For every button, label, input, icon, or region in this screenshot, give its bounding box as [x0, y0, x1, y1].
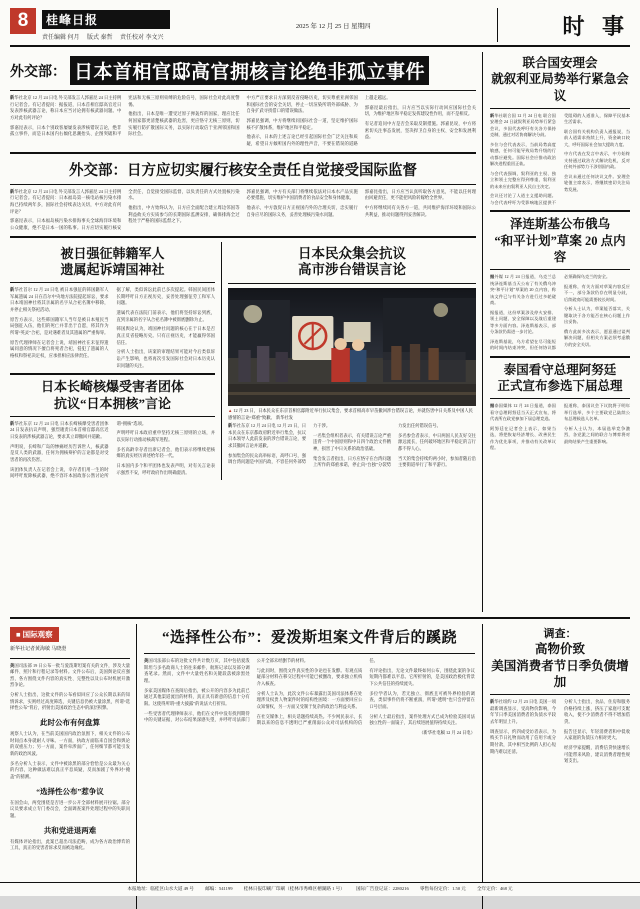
subheading: 此时公布有何盘算 — [40, 718, 100, 728]
subheading: “选择性公布”惹争议 — [36, 786, 104, 796]
paragraph: 他表示，日本的上述言论已经引起国际社会广泛关注和质疑，希望日方倾听国内外的理性声音，不要在错误的道路上越走越远。 — [246, 95, 391, 146]
masthead-date-wrap — [170, 8, 497, 42]
byline: 新华社记者黄海敏 马晓澄 — [10, 647, 67, 652]
paragraph: 报道称，泰国议会下议院将于明年举行选举，多个主要政党已陆续公布总理候选人名单。 — [564, 403, 630, 421]
paragraph: 新华社北京 12 月 24 日电 外交部发言人郭嘉昆 24 日主持例行记者会。有记者提问：据报道，日本首相官邸高官近日发表涉核武器言论，称日本应当讨论拥有核武器问题。中方对此有何评论？ — [10, 95, 122, 120]
paragraph: 有评论指出，无论文件最终如何公布，围绕此案的争议短期内都难以平息。它所折射的，是美国政治极化背景下公共信任的持续流失。 — [369, 667, 475, 686]
section-tag-international-observation: ■ 国际观察 — [10, 627, 59, 642]
paragraph: 新华社纽约 12 月 23 日电 美国一项最新调查显示，受高物价影响，今年节日季美国消费者的负债水平较去年明显上升。 — [490, 699, 556, 725]
story4-headline-line1: 日本长崎核爆受害者团体 — [41, 379, 185, 395]
paragraph: 新华社首尔 12 月 24 日电 被日本强征的韩国籍军人军属遗属 24 日在首尔中央地方法院提起诉讼，要求日本靖国神社将其亲属的名字从合祀名簿中移除，并停止相关祭祀活动。 — [10, 287, 109, 312]
paragraph: 报告还显示，年轻消费者和中低收入家庭的负债压力相对更大。 — [564, 728, 630, 741]
story5-headline-line2: 高市涉台错误言论 — [298, 262, 407, 278]
story4-headline — [10, 379, 215, 412]
story3-headline-line2: 遗属起诉靖国神社 — [60, 261, 165, 277]
story3-headline — [10, 246, 215, 279]
bottom-section — [10, 617, 630, 909]
paragraph: 集会发言者指出，日方应恪守在台湾问题上所作的郑重承诺，停止向“台独”分裂势力发出任何错误信号。 — [313, 423, 441, 468]
paragraph: 一名集会组织者表示，有关错误言论严重违背一个中国原则和中日四个政治文件精神，损害了中日关系的政治基础。 — [313, 432, 391, 452]
paragraph: 原告代理律师在记者会上说，靖国神社在未征得遗属同意的情况下擅自将死者合祀，侵犯了遗属的人格权和祭祀决定权，应承担相应法律责任。 — [10, 339, 109, 358]
lower-main-blocks — [10, 242, 476, 480]
footer-retail-price: 零售每份定价：1.50 元 — [419, 886, 466, 891]
divider — [10, 373, 215, 375]
paragraph: 在社交媒体上，相关话题持续高热。不少网民表示，长期以来的信息不透明已严重削弱公众对司法机构的信任。 — [256, 658, 378, 726]
paragraph: 与此同时，围绕文件真实性的争论也在发酵。有观点质疑部分材料在移交过程中可能已被删改，要求独立机构介入核查。 — [256, 667, 363, 686]
divider — [490, 210, 630, 212]
right-story2-headline — [490, 216, 630, 265]
paragraph: 中方将继续同有关各方一道，共同维护海洋环境和国际公共利益，推动问题得到妥善解决。 — [364, 204, 476, 217]
paragraph: 新华社东京 12 月 24 日电 12 月 23 日，日本民众在东京都政府附近举行集会，抗议日本领导人此前发表的涉台错误言论，要求其撤回言论并道歉。 — [228, 423, 307, 449]
paragraph: 据报道，这份草案涉及停火安排、领土问题、安全保障以及战后重建等多方面内容。泽连斯基表示，部分条款仍需进一步讨论。 — [490, 309, 556, 334]
protest-photo — [228, 288, 476, 406]
paragraph: 会议未通过任何决议文件。安理会轮值主席表示，将继续密切关注局势发展。 — [564, 173, 630, 192]
footer-address: 本报地址：临桂区山水大道 49 号 — [127, 886, 194, 891]
section-title: 时 事 — [562, 13, 630, 39]
divider — [10, 152, 476, 154]
paragraph: 参加集会的民众高举标语，高呼口号，强调台湾问题是中国内政，不容任何外部势力干涉。 — [228, 423, 331, 465]
paragraph: 他表示，中方敦促日方正视国内外的合理关切，忠实履行自身应尽的国际义务，妥善处理核污染水问题。 — [246, 204, 358, 217]
paragraph: 美国司法部 19 日公布一批与爱泼斯坦案有关的文件，涉及大量邮件、照片和行程记录等材料。文件公布后，美国舆论反应强烈，各方围绕文件内容的真实性、完整性以及公布时机展开激烈争论。 — [10, 662, 131, 688]
credit-layout: 版式 秦哲 — [87, 34, 113, 41]
masthead-credits — [42, 32, 170, 41]
paragraph: 观察人士认为，在当前美国国内政治氛围下，相关文件的公布时间点本身就耐人寻味。一方面，执政方面临来自国会和舆论的双重压力；另一方面，案件牵涉面广，任何细节都可能引发新的政治风波。 — [10, 731, 130, 757]
paragraph: 有记者追问中方是否会采取反制措施。郭嘉昆说，中方将密切关注事态发展，坚决捍卫自身的主权、安全和发展利益。 — [364, 120, 476, 140]
paragraph: 遗属代表在法院门前表示，他们将坚持诉讼到底，直到亲属的名字从合祀名簿中被彻底删除为止。 — [116, 310, 216, 322]
paragraph: 该团体负责人在记者会上说，幸存者们用一生的时间呼吁废除核武器，绝不容许本国政客公然讨论所谓“拥核”选项。 — [10, 420, 147, 479]
story5-headline-line1: 日本民众集会抗议 — [298, 245, 407, 261]
paragraph: 在国会山，两党围绕是否进一步公开全部材料展开拉锯。部分议员要求成立专门委员会，全面调查案件处理过程中的失职问题。 — [10, 799, 130, 818]
right-story1-headline-line2: 就叙利亚局势举行紧急会议 — [491, 72, 629, 103]
paragraph: 美国司法部公布的这批文件共计数万页，其中包括爱泼斯坦与多名政商人士的往来邮件、航班记录以及部分调查笔录。然而，文件中大量姓名和关键段落被涂黑处理。 — [144, 658, 250, 683]
divider — [10, 90, 476, 91]
paragraph: 郭嘉昆强调，中方将继续同国际社会一道，坚定维护国际核不扩散体系，维护地区和平稳定。 — [246, 117, 358, 130]
credit-proofreader: 责任校对 李文兴 — [120, 34, 164, 41]
paragraph: 多名分析人士表示，文件中被涂黑的部分恰恰是公众最为关心的内容，这种做法难以真正平息质疑，反而加剧了外界对“掩盖”的猜测。 — [10, 760, 130, 780]
page-footer — [0, 882, 640, 896]
divider — [490, 108, 630, 109]
caption-marker: ▲ — [228, 408, 233, 414]
paragraph: 分析人士指出，食品、住房和服务价格持续上涨，挤压了家庭可支配收入，使不少消费者不得不增加借贷。 — [564, 699, 630, 725]
bottom-left-column — [10, 624, 137, 909]
paragraph: 原告方表示，这些韩国籍军人当年是被日本殖民当局强征入伍，他们的死亡并非出于自愿，将其作为所谓“英灵”合祀，是对遇难者及其遗属的严重侮辱。 — [10, 316, 109, 335]
paragraph: 分析人士最后指出，案件处理方式已成为检验美国司法独立性的一面镜子，其后续进展值得持续关注。 — [369, 713, 475, 726]
paragraph: 声明呼吁日本政府重申坚持无核三原则的立场，并以实际行动推动核裁军进程。 — [116, 430, 216, 443]
story5-headline — [228, 246, 476, 280]
story4-body — [10, 421, 215, 480]
issue-date: 2025 年 12 月 25 日 星期四 — [295, 22, 371, 30]
page-number: 8 — [10, 8, 36, 34]
divider — [10, 416, 215, 417]
newspaper-logo: 桂峰日报 — [42, 10, 170, 29]
photo-source: 新华社发 — [275, 414, 294, 420]
paragraph: 新华社东京 12 月 24 日电 日本长崎核爆受害者团体 24 日发表抗议声明，强烈谴责日本首相官邸高官近日发表的涉核武器言论，要求其立即撤回并道歉。 — [10, 420, 109, 440]
right-column — [482, 52, 630, 612]
divider — [490, 398, 630, 399]
protest-photo-illustration — [228, 288, 476, 406]
paragraph: 中方代表在发言中表示，中方始终支持通过政治方式解决危机，反对任何外部势力干涉别国内政。 — [564, 151, 630, 170]
paragraph: 中方严正要求日方深刻反省侵略历史，切实尊重亚洲邻国和国际社会的安全关切，停止一切渲染所谓外部威胁、为自身扩武寻找借口的错误做法。 — [246, 95, 358, 114]
story3-headline-line1: 被日强征韩籍军人 — [60, 245, 165, 261]
main-column — [10, 52, 482, 612]
right-story4-body — [490, 699, 630, 765]
paragraph: 分析人士认为，此次文件公布暴露出美国司法体系在处理涉及权贵人物案件时的结构性困境：一方面要回应公众知情权，另一方面又受制于复杂的政治与利益关系。 — [256, 690, 363, 709]
paragraph: 新华社北京 12 月 24 日电 外交部发言人郭嘉昆 24 日主持例行记者会。有记者提问：日本福岛第一核电站核污染水排海已持续两年多，国际社会持续表达关切，中方对此有何评论？ — [10, 188, 122, 214]
lead-headline: 日本首相官邸高官拥核言论绝非孤立事件 — [70, 56, 429, 85]
paragraph: 多名参会者表示，中日两国人民友好交往源远流长，任何破坏地区和平稳定的言行都不得人心。 — [398, 432, 476, 452]
paragraph: 据外媒 12 月 24 日报道，乌克兰总统泽连斯基当天公布了有关俄乌冲突“和平计划”草案的 20 点内容，称该文件已与有关各方进行过多轮磋商。 — [490, 274, 556, 305]
divider — [490, 269, 630, 270]
story5-body — [228, 423, 476, 469]
divider — [10, 658, 130, 659]
paragraph: 泽连斯基说，乌方希望在尽可能短的时间内结束冲突，但任何协议都必须确保乌克兰的安全。 — [490, 274, 611, 350]
paragraph: 当天的集会持续约两小时，参加者随后沿主要街道举行了和平游行。 — [398, 455, 476, 468]
footer-printer: 桂林日报印刷厂印刷（桂林市秀峰区榕湖路 1 号） — [243, 886, 345, 891]
photo-caption — [228, 408, 476, 421]
divider — [10, 184, 476, 185]
paragraph: 郭嘉昆表示，日本个别政客屡屡发表涉核错误言论，绝非孤立事件，而是日本国内右倾化思潮抬头、企图突破和平宪法和无核三原则束缚的危险信号，国际社会对此高度警惕。 — [10, 95, 240, 137]
lead-body — [10, 95, 476, 148]
bottom-right-column — [482, 624, 630, 909]
credit-editor: 责任编辑 何月 — [42, 34, 80, 41]
paragraph: 分析人士指出，这批文件的公布看似回应了公众长期以来的知情诉求，实则经过高度筛选，关键信息仍被大量涂黑，所谓“选择性公布”背后，折射出美国政治生态中的深层积弊。 — [10, 692, 130, 711]
paragraph: 阿努廷在记者会上表示，如果当选，将把恢复经济增长、改善民生作为优先事项，并推动有关改革议程。 — [490, 425, 556, 450]
paragraph: 他指出，日本是唯一遭受过原子弹轰炸的国家，理应比任何国家都更清楚核武器的危害，更应恪守无核三原则，切实履行防扩散国际义务，以实际行动取信于亚洲邻国和国际社会。 — [128, 111, 240, 137]
paragraph: 有媒体评论指出，此案已超出司法范畴，成为各方政治博弈的工具，真正的受害者诉求反而被边缘化。 — [10, 838, 130, 851]
right-story4-headline-line2: 美国消费者节日季负债增加 — [491, 658, 629, 689]
right-story3-body — [490, 403, 630, 452]
footer-annual-price: 全年定价：468 元 — [477, 886, 513, 891]
paragraph: 韩国舆论认为，靖国神社问题的核心在于日本是否真正反省侵略历史。只有正视历史，才能赢得邻国信任。 — [116, 326, 216, 345]
paragraph: 多位与会代表表示，当前局势高度敏感，任何可能导致局势升级的行动都应避免。国际社会应推动政治解决进程重回正轨。 — [490, 141, 556, 167]
story4-headline-line2: 抗议“日本拥核”言论 — [54, 395, 172, 411]
divider — [490, 694, 630, 695]
paragraph: 联合国有关机构负责人通报说，当前人道需求持续上升，资金缺口较大，呼吁国际社会加大援助力度。 — [564, 128, 630, 147]
paragraph: 据了解，类似诉讼此前已多次提起。韩国民间团体长期呼吁日方正视历史，妥善处理强征劳工和军人问题。 — [116, 287, 216, 306]
paragraph: 郭嘉昆表示，日本福岛核污染水排海事关全球海洋环境和公众健康，绝不是日本一国的私事。日方应切实履行核安全责任，自觉接受国际监督，以负责任的方式处置核污染水。 — [10, 188, 240, 230]
divider — [10, 282, 215, 283]
lead-kicker: 外交部： — [10, 64, 66, 80]
right-story1-headline-line1: 联合国安理会 — [522, 56, 598, 70]
story2-body — [10, 189, 476, 232]
right-story2-headline-line2: “和平计划”草案 20 点内容 — [494, 233, 626, 264]
right-story3-headline — [490, 362, 630, 395]
lead-headline-row — [10, 56, 476, 85]
paragraph: 新华社联合国 12 月 24 日电 联合国安理会 24 日就叙利亚局势举行紧急会议，多国代表呼吁有关各方保持克制，通过对话协商解决分歧。 — [490, 112, 556, 138]
body-grid — [10, 52, 630, 612]
right-story1-body — [490, 113, 630, 207]
masthead-left — [42, 8, 170, 42]
paragraph: 报道称，有关方面对草案内容反应不一，部分条款仍存在明显分歧，后续磋商可能需要较长时间。 — [564, 283, 630, 302]
right-story4-headline — [490, 627, 630, 690]
paragraph: 郭嘉昆最后指出，日方应当以实际行动回应国际社会关切，为维护地区和平稳定发挥建设性作用，而不是相反。 — [364, 104, 476, 117]
footer-postcode: 邮编：541199 — [205, 886, 233, 891]
divider — [228, 283, 476, 284]
story3-block — [10, 242, 222, 480]
bottom-center-column — [137, 624, 482, 909]
right-story4-headline-line1: 高物价致 — [534, 642, 585, 657]
story3-body — [10, 287, 215, 369]
paragraph: 多名高龄幸存者出席记者会，他们表示将继续把核爆的真实经历讲述给年轻一代。 — [116, 446, 216, 459]
divider — [490, 356, 630, 358]
right-story3-headline-line1: 泰国看守总理阿努廷 — [503, 362, 617, 377]
paragraph: 分析人士认为，本届选举竞争激烈，各党派之间的联合与博弈将对最终结果产生重要影响。 — [564, 425, 630, 444]
paragraph: 他指出，中方始终认为，日方应全面配合建立周边邻国等利益攸关方实质参与的长期国际监测安排，确保排海全过程处于严格的国际监督之下。 — [128, 204, 240, 224]
masthead-right — [497, 8, 630, 42]
paragraph: 俄方此前多次表示，愿意通过谈判解决问题，但相关方案必须考虑俄方的安全关切。 — [564, 328, 630, 347]
story5-block — [222, 242, 476, 480]
story2-headline: 外交部：日方应切实履行核安全责任自觉接受国际监督 — [69, 162, 417, 179]
right-story3-headline-line2: 正式宣布参选下届总理 — [497, 378, 623, 393]
right-story4-kicker: 调查： — [543, 628, 577, 640]
feature-source: （新华社电稿 12 月 24 日电） — [419, 729, 475, 735]
subheading: 共和党进退两难 — [43, 825, 97, 835]
protest-photo-wrap — [228, 288, 476, 421]
paragraph: 据泰国媒体 12 月 24 日报道，泰国看守总理阿努廷当天正式宣布，将代表所在政党参加下届总理竞选。 — [490, 403, 556, 421]
paragraph: 郭嘉昆强调，中方有关部门将继续依法对日本水产品实施必要措施，切实维护中国消费者的食品安全和身体健康。 — [246, 188, 358, 201]
footer-ad-license: 国际广告登记证：2280216 — [355, 886, 409, 891]
right-story1-headline — [490, 55, 630, 104]
feature-title: “选择性公布”：爱泼斯坦案文件背后的蹊跷 — [161, 630, 457, 646]
paragraph: 分析人士认为，草案能否落实，关键取决于各方能否在核心问题上作出妥协。 — [564, 306, 630, 324]
paragraph: 郭嘉昆指出，日方应当认真听取各方意见，不能以任何理由回避责任，更不能把风险转嫁给全世界。 — [364, 188, 476, 201]
masthead — [10, 8, 630, 47]
paragraph: 经济学家提醒，消费信贷快速增长可能带来风险，建议消费者理性规划支出。 — [564, 744, 630, 764]
paragraph: 多家美国媒体在查阅后指出，被公开的内容多为此前已通过其他渠道流出的材料，真正具有新意的信息十分有限。这使得所谓“重大披露”的说法大打折扣。 — [144, 687, 250, 706]
right-story2-body — [490, 274, 630, 352]
paragraph: 日本国内多个和平团体也发表声明，对有关言论表示强烈不安，呼吁政府作出明确澄清。 — [116, 463, 216, 475]
paragraph: 与会代表强调，叙利亚的主权、独立和领土完整应得到尊重，叙利亚的未来应由叙利亚人民自主决定。 — [490, 170, 556, 189]
paragraph: 调查显示，约四成受访者表示，为购买节日礼物而动用了信用卡或分期付款，其中相当比例的人担心短期内难以还清。 — [490, 728, 556, 754]
right-story2-headline-line1: 泽连斯基公布俄乌 — [509, 217, 610, 232]
paragraph: 分析人士指出，该案的审理结果可能对今后类似诉讼产生影响，也将再次引发国际社会对日本历史认识问题的关注。 — [116, 349, 216, 368]
caption-text: 12 月 23 日，日本民众在东京首相官邸附近举行抗议集会，要求首相高市早苗撤回涉台错误言论，并就伤害中日关系及中国人民感情的言论“郑重”致歉。 — [228, 408, 473, 420]
divider — [144, 653, 475, 654]
feature-body — [144, 658, 475, 727]
paragraph: 一些受害者代理律师表示，他们在文件中没有找到期待中的关键证据，对公布结果深感失望，并呼吁司法部门公开全部未经删节的材料。 — [144, 658, 309, 723]
divider — [10, 236, 476, 238]
paragraph: 声明说，长崎和广岛的惨痛经历告诉世人，核武器是反人类的武器，任何为拥核辩护的言论都是对受害者的再次伤害。 — [10, 443, 109, 463]
paragraph: 会议还讨论了人道主义援助问题。与会代表呼吁为受影响地区提供不受阻碍的人道准入，保障平民基本生活需求。 — [490, 112, 630, 205]
paragraph: 多位学者认为，若无独立、彻底且可被外界检验的调查，类似事件仍将不断重演，所谓“透明”也只会停留在口号层面。 — [369, 690, 475, 709]
